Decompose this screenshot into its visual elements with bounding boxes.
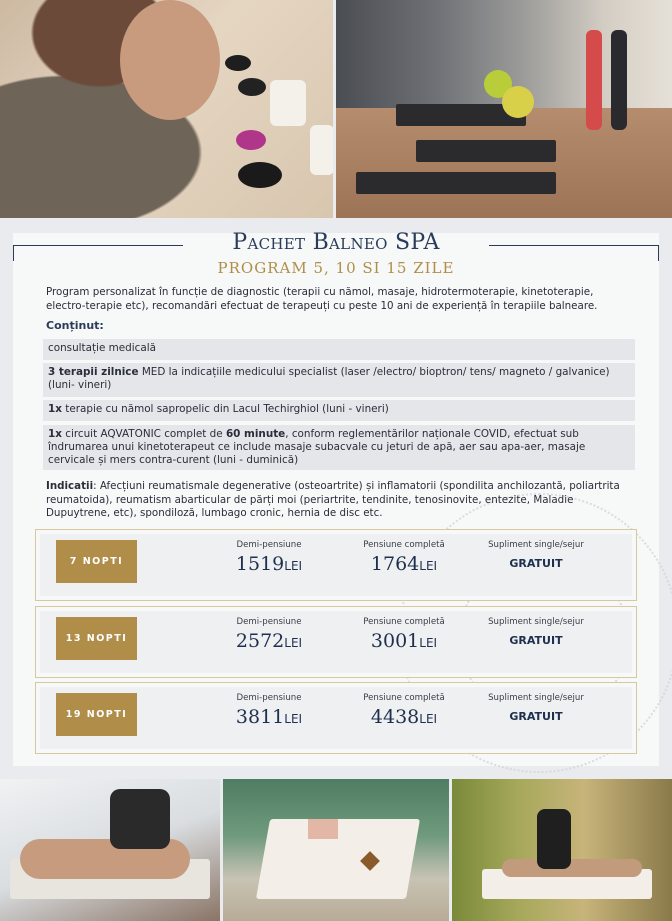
massage-therapy-photo (0, 779, 220, 921)
gym-fitness-photo (336, 0, 672, 218)
half-board-price: Demi-pensiune 1519LEI (235, 540, 303, 575)
single-supplement: Supliment single/sejur GRATUIT (488, 540, 584, 570)
indications-text: Indicatii: Afecțiuni reumatismale degenerative (osteoartrite) și inflamatorii (spondilita anchilozantă, poliartrita reumatoida), reumatism abarticular de părți moi (periartrite, tendinite, tenosinovite, entezite, Maladie Dupuytrene, etc), spondiloză, lumbago cronic, hernia de disc etc. (46, 480, 620, 519)
package-title: Pachet Balneo SPA (232, 230, 440, 255)
intro-text: Program personalizat în funcție de diagnostic (terapii cu nămol, masaje, hidrotermoterapie, kinetoterapie, electro-terapie etc), recomandări efectuat de terapeuți cu peste 10 ani de experiență în terapiile balneare. (46, 286, 598, 312)
half-board-price: Demi-pensiune 2572LEI (235, 617, 303, 652)
spa-mud-treatment-photo (0, 0, 333, 218)
price-row (35, 682, 637, 754)
half-board-price: Demi-pensiune 3811LEI (235, 693, 303, 728)
package-card (13, 230, 659, 766)
full-board-price: Pensiune completă 3001LEI (363, 617, 445, 652)
contents-heading: Conținut: (46, 319, 104, 332)
content-item: consultație medicală (43, 339, 635, 360)
content-item: 1x terapie cu nămol sapropelic din Lacul Techirghiol (luni - vineri) (43, 400, 635, 421)
single-supplement: Supliment single/sejur GRATUIT (488, 693, 584, 723)
single-supplement: Supliment single/sejur GRATUIT (488, 617, 584, 647)
content-item: 3 terapii zilnice MED la indicațiile medicului specialist (laser /electro/ bioptron/ tens/ magneto / galvanice) (luni- vineri) (43, 363, 635, 397)
nights-badge: 19 NOPTI (56, 693, 137, 736)
full-board-price: Pensiune completă 1764LEI (363, 540, 445, 575)
nights-badge: 7 NOPTI (56, 540, 137, 583)
full-board-price: Pensiune completă 4438LEI (363, 693, 445, 728)
nights-badge: 13 NOPTI (56, 617, 137, 660)
price-row (35, 529, 637, 601)
content-item: 1x circuit AQVATONIC complet de 60 minute, conform reglementărilor naționale COVID, efectuat sub îndrumarea unui kinetoterapeut ce include masaje subacvale cu jeturi de apă, aer sau apa-aer, masaje cervicale și mers contra-curent (luni - duminică) (43, 425, 635, 470)
massage-room-photo (452, 779, 672, 921)
package-subtitle: PROGRAM 5, 10 SI 15 ZILE (217, 259, 455, 277)
price-row (35, 606, 637, 678)
treatment-room-photo (223, 779, 449, 921)
